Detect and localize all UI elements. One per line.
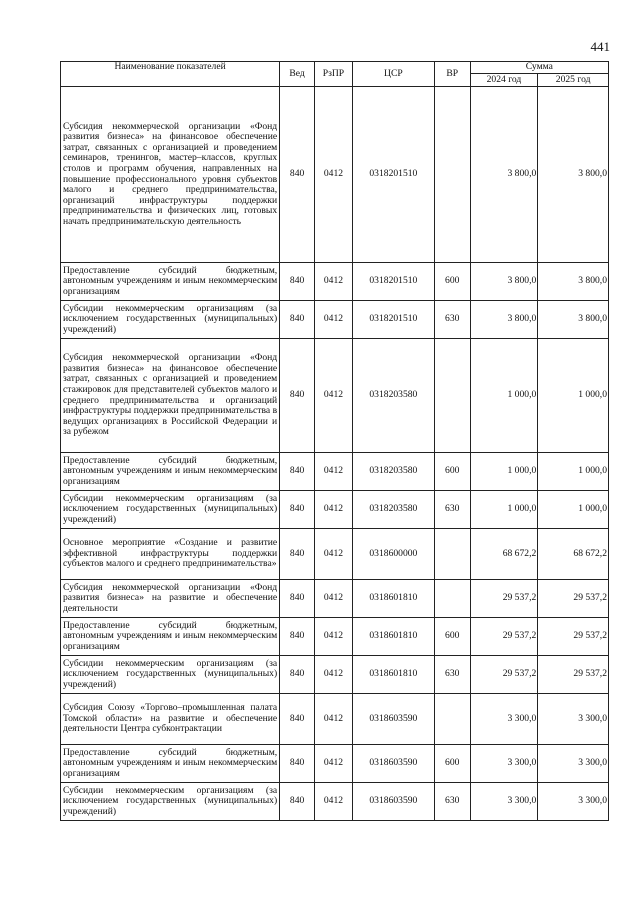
row-name: Субсидии некоммерческим организациям (за исключением государственных (муниципальных) учреждений) bbox=[61, 656, 280, 694]
row-sum-2024: 1 000,0 bbox=[470, 491, 538, 529]
row-csr: 0318203580 bbox=[352, 339, 434, 453]
row-csr: 0318201510 bbox=[352, 87, 434, 263]
table-row bbox=[61, 263, 609, 301]
row-rzpr: 0412 bbox=[315, 87, 353, 263]
row-vr: 600 bbox=[434, 745, 470, 783]
row-rzpr: 0412 bbox=[315, 618, 353, 656]
row-sum-2025: 3 300,0 bbox=[538, 783, 609, 821]
row-sum-2024: 1 000,0 bbox=[470, 453, 538, 491]
row-sum-2025: 29 537,2 bbox=[538, 580, 609, 618]
header-vr: ВР bbox=[434, 62, 470, 87]
table-row bbox=[61, 580, 609, 618]
row-sum-2025: 3 300,0 bbox=[538, 694, 609, 745]
row-name: Основное мероприятие «Создание и развитие эффективной инфраструктуры поддержки субъектов малого и среднего предпринимательства» bbox=[61, 529, 280, 580]
row-sum-2025: 1 000,0 bbox=[538, 339, 609, 453]
row-sum-2024: 29 537,2 bbox=[470, 580, 538, 618]
row-sum-2024: 3 800,0 bbox=[470, 301, 538, 339]
row-rzpr: 0412 bbox=[315, 580, 353, 618]
row-ved: 840 bbox=[280, 694, 315, 745]
row-name: Предоставление субсидий бюджетным, автономным учреждениям и иным некоммерческим организациям bbox=[61, 453, 280, 491]
row-vr: 600 bbox=[434, 618, 470, 656]
table-row bbox=[61, 745, 609, 783]
header-year-2025: 2025 год bbox=[538, 74, 609, 87]
row-sum-2025: 1 000,0 bbox=[538, 491, 609, 529]
header-sum: Сумма bbox=[470, 62, 608, 74]
row-vr: 600 bbox=[434, 263, 470, 301]
row-rzpr: 0412 bbox=[315, 339, 353, 453]
row-sum-2024: 3 300,0 bbox=[470, 694, 538, 745]
row-vr bbox=[434, 580, 470, 618]
row-name: Предоставление субсидий бюджетным, автономным учреждениям и иным некоммерческим организациям bbox=[61, 263, 280, 301]
row-sum-2025: 29 537,2 bbox=[538, 618, 609, 656]
table-row bbox=[61, 694, 609, 745]
table-row bbox=[61, 339, 609, 453]
row-sum-2024: 29 537,2 bbox=[470, 618, 538, 656]
row-vr bbox=[434, 87, 470, 263]
row-vr bbox=[434, 694, 470, 745]
row-vr: 630 bbox=[434, 656, 470, 694]
row-name: Субсидия Союзу «Торгово–промышленная палата Томской области» на развитие и обеспечение деятельности Центра субконтрактации bbox=[61, 694, 280, 745]
row-vr: 630 bbox=[434, 301, 470, 339]
header-rzpr: РзПР bbox=[315, 62, 353, 87]
table-row bbox=[61, 491, 609, 529]
page-number: 441 bbox=[590, 39, 610, 54]
table-row bbox=[61, 783, 609, 821]
row-rzpr: 0412 bbox=[315, 783, 353, 821]
row-rzpr: 0412 bbox=[315, 453, 353, 491]
row-rzpr: 0412 bbox=[315, 656, 353, 694]
row-vr: 600 bbox=[434, 453, 470, 491]
table-body bbox=[61, 87, 609, 821]
row-rzpr: 0412 bbox=[315, 694, 353, 745]
row-rzpr: 0412 bbox=[315, 745, 353, 783]
table-row bbox=[61, 656, 609, 694]
row-sum-2025: 29 537,2 bbox=[538, 656, 609, 694]
row-sum-2025: 68 672,2 bbox=[538, 529, 609, 580]
row-csr: 0318601810 bbox=[352, 618, 434, 656]
row-ved: 840 bbox=[280, 453, 315, 491]
table-row bbox=[61, 453, 609, 491]
row-rzpr: 0412 bbox=[315, 529, 353, 580]
row-csr: 0318203580 bbox=[352, 491, 434, 529]
row-ved: 840 bbox=[280, 87, 315, 263]
row-name: Субсидия некоммерческой организации «Фонд развития бизнеса» на финансовое обеспечение затрат, связанных с организацией и проведением семинаров, тренингов, мастер–классов, круглых столов и программ обучения, направленных на повышение профессионального уровня субъектов малого и среднего предпринимательства, организаций инфраструктуры поддержки предпринимательства и физических лиц, готовых начать предпринимательскую деятельность bbox=[61, 87, 280, 263]
row-sum-2025: 3 800,0 bbox=[538, 301, 609, 339]
row-ved: 840 bbox=[280, 529, 315, 580]
table-row bbox=[61, 529, 609, 580]
table-row bbox=[61, 87, 609, 263]
row-sum-2024: 3 800,0 bbox=[470, 263, 538, 301]
row-ved: 840 bbox=[280, 618, 315, 656]
row-csr: 0318601810 bbox=[352, 580, 434, 618]
header-name: Наименование показателей bbox=[61, 62, 280, 87]
row-rzpr: 0412 bbox=[315, 263, 353, 301]
row-csr: 0318201510 bbox=[352, 263, 434, 301]
row-name: Субсидия некоммерческой организации «Фонд развития бизнеса» на развитие и обеспечение деятельности bbox=[61, 580, 280, 618]
row-ved: 840 bbox=[280, 580, 315, 618]
row-sum-2024: 3 300,0 bbox=[470, 745, 538, 783]
row-csr: 0318603590 bbox=[352, 694, 434, 745]
row-rzpr: 0412 bbox=[315, 301, 353, 339]
row-ved: 840 bbox=[280, 783, 315, 821]
row-sum-2025: 1 000,0 bbox=[538, 453, 609, 491]
row-sum-2024: 1 000,0 bbox=[470, 339, 538, 453]
row-csr: 0318603590 bbox=[352, 783, 434, 821]
row-sum-2024: 3 300,0 bbox=[470, 783, 538, 821]
table-row bbox=[61, 301, 609, 339]
table-row bbox=[61, 618, 609, 656]
row-ved: 840 bbox=[280, 745, 315, 783]
row-ved: 840 bbox=[280, 491, 315, 529]
row-csr: 0318603590 bbox=[352, 745, 434, 783]
row-csr: 0318601810 bbox=[352, 656, 434, 694]
row-ved: 840 bbox=[280, 339, 315, 453]
row-csr: 0318600000 bbox=[352, 529, 434, 580]
row-name: Предоставление субсидий бюджетным, автономным учреждениям и иным некоммерческим организациям bbox=[61, 618, 280, 656]
row-vr bbox=[434, 339, 470, 453]
row-csr: 0318201510 bbox=[352, 301, 434, 339]
row-name: Субсидии некоммерческим организациям (за исключением государственных (муниципальных) учреждений) bbox=[61, 301, 280, 339]
row-sum-2024: 3 800,0 bbox=[470, 87, 538, 263]
row-name: Предоставление субсидий бюджетным, автономным учреждениям и иным некоммерческим организациям bbox=[61, 745, 280, 783]
row-vr: 630 bbox=[434, 491, 470, 529]
row-name: Субсидии некоммерческим организациям (за исключением государственных (муниципальных) учреждений) bbox=[61, 491, 280, 529]
row-csr: 0318203580 bbox=[352, 453, 434, 491]
row-name: Субсидия некоммерческой организации «Фонд развития бизнеса» на финансовое обеспечение затрат, связанных с организацией и проведением стажировок для представителей субъектов малого и среднего предпринимательства и организаций инфраструктуры поддержки предпринимательства в ведущих организациях в Российской Федерации и за рубежом bbox=[61, 339, 280, 453]
row-rzpr: 0412 bbox=[315, 491, 353, 529]
row-vr bbox=[434, 529, 470, 580]
row-sum-2025: 3 300,0 bbox=[538, 745, 609, 783]
row-name: Субсидии некоммерческим организациям (за исключением государственных (муниципальных) учреждений) bbox=[61, 783, 280, 821]
budget-table bbox=[60, 61, 609, 821]
row-sum-2025: 3 800,0 bbox=[538, 263, 609, 301]
row-sum-2024: 68 672,2 bbox=[470, 529, 538, 580]
row-vr: 630 bbox=[434, 783, 470, 821]
row-ved: 840 bbox=[280, 301, 315, 339]
row-ved: 840 bbox=[280, 656, 315, 694]
header-ved: Вед bbox=[280, 62, 315, 87]
row-sum-2025: 3 800,0 bbox=[538, 87, 609, 263]
header-csr: ЦСР bbox=[352, 62, 434, 87]
row-ved: 840 bbox=[280, 263, 315, 301]
header-year-2024: 2024 год bbox=[470, 74, 538, 87]
row-sum-2024: 29 537,2 bbox=[470, 656, 538, 694]
